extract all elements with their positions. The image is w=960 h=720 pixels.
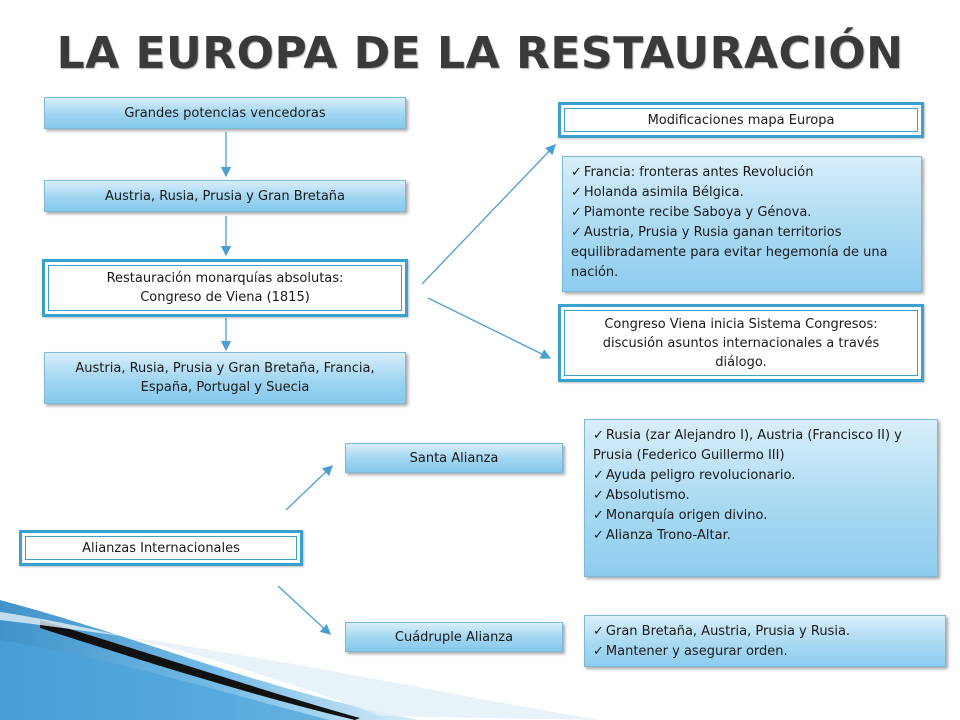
check-icon: ✓ xyxy=(593,624,604,639)
list-cuadruple-alianza xyxy=(584,615,946,667)
box-cuatro-potencias-label: Austria, Rusia, Prusia y Gran Bretaña xyxy=(105,188,345,204)
list-item: ✓ Gran Bretaña, Austria, Prusia y Rusia. xyxy=(593,624,851,639)
arrow-alianzas-to-santa xyxy=(286,466,332,510)
box-sistema-congresos-line3: diálogo. xyxy=(715,354,767,370)
box-restauracion xyxy=(42,259,408,317)
check-icon: ✓ xyxy=(593,528,604,543)
box-ocho-potencias-line1: Austria, Rusia, Prusia y Gran Bretaña, Francia, xyxy=(75,361,375,376)
box-santa-alianza xyxy=(345,443,563,473)
box-sistema-congresos xyxy=(558,304,924,382)
list-item: ✓ Austria, Prusia y Rusia ganan territorios equilibradamente para evitar hegemonía de una nación. xyxy=(571,225,888,280)
box-restauracion-line1: Restauración monarquías absolutas: xyxy=(106,271,344,286)
list-item: ✓ Mantener y asegurar orden. xyxy=(593,644,788,659)
list-modificaciones xyxy=(562,156,922,292)
box-restauracion-line2: Congreso de Viena (1815) xyxy=(140,290,310,305)
list-item: ✓ Piamonte recibe Saboya y Génova. xyxy=(571,205,812,220)
check-icon: ✓ xyxy=(593,468,604,483)
check-icon: ✓ xyxy=(593,428,604,443)
list-item: ✓ Francia: fronteras antes Revolución xyxy=(571,165,814,180)
box-santa-alianza-label: Santa Alianza xyxy=(409,450,499,466)
arrow-alianzas-to-cuadruple xyxy=(278,586,330,634)
list-item: ✓ Ayuda peligro revolucionario. xyxy=(593,468,796,483)
arrow-restauracion-to-sistema xyxy=(428,298,550,358)
check-icon: ✓ xyxy=(571,205,582,220)
page-title: LA EUROPA DE LA RESTAURACIÓN xyxy=(56,28,904,79)
box-grandes-potencias-label: Grandes potencias vencedoras xyxy=(124,105,326,121)
box-modificaciones xyxy=(558,102,924,138)
box-modificaciones-label: Modificaciones mapa Europa xyxy=(647,112,835,128)
box-ocho-potencias-line2: España, Portugal y Suecia xyxy=(140,380,310,395)
box-cuatro-potencias xyxy=(44,180,406,212)
list-santa-alianza xyxy=(584,419,938,577)
box-grandes-potencias xyxy=(44,97,406,129)
box-sistema-congresos-line2: discusión asuntos internacionales a través xyxy=(602,335,880,351)
check-icon: ✓ xyxy=(593,508,604,523)
box-cuadruple-alianza-label: Cuádruple Alianza xyxy=(394,629,514,645)
list-item: ✓ Monarquía origen divino. xyxy=(593,508,768,523)
list-item: ✓ Holanda asimila Bélgica. xyxy=(571,185,744,200)
box-cuadruple-alianza xyxy=(345,622,563,652)
check-icon: ✓ xyxy=(571,185,582,200)
check-icon: ✓ xyxy=(571,225,582,240)
list-item: ✓ Absolutismo. xyxy=(593,488,690,503)
check-icon: ✓ xyxy=(593,644,604,659)
box-alianzas xyxy=(19,530,303,566)
check-icon: ✓ xyxy=(571,165,582,180)
box-ocho-potencias xyxy=(44,352,406,404)
box-alianzas-label: Alianzas Internacionales xyxy=(82,540,240,556)
list-item: ✓ Alianza Trono-Altar. xyxy=(593,528,731,543)
list-item: ✓ Rusia (zar Alejandro I), Austria (Francisco II) y Prusia (Federico Guillermo III) xyxy=(593,428,902,463)
check-icon: ✓ xyxy=(593,488,604,503)
arrow-restauracion-to-modificaciones xyxy=(422,145,555,284)
box-sistema-congresos-line1: Congreso Viena inicia Sistema Congresos: xyxy=(604,316,878,332)
